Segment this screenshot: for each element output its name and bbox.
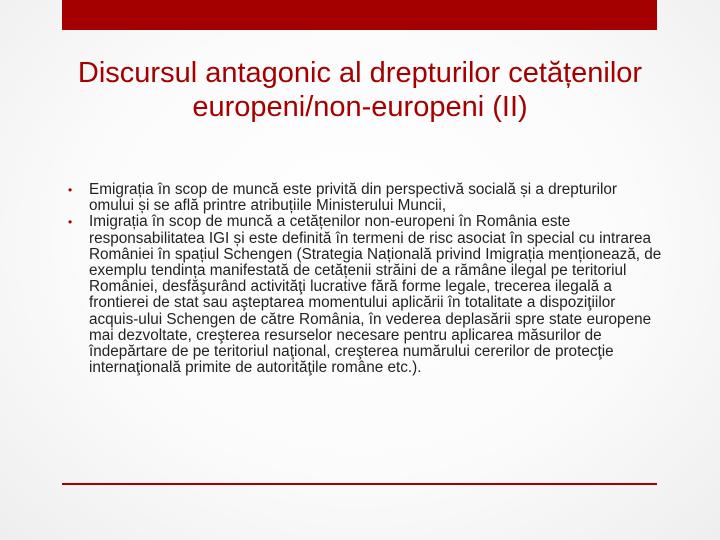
bullet-text: Emigrația în scop de muncă este privită din perspectivă socială și a drepturilor omului și se află printre atribuțiile Ministerului Muncii,	[89, 181, 617, 215]
bullet-text: Imigrația în scop de muncă a cetățenilor non-europeni în România este responsabilitatea IGI și este definită în termeni de risc asociat în special cu intrarea României în spațiul Schengen (Strategia Națională privind Imigrația menționează, de exemplu tendința manifestată de cetățenii străini de a rămâne ilegal pe teritoriul României, desfăşurând activităţi lucrative fără forme legale, trecerea ilegală a frontierei de stat sau aşteptarea momentului aplicării în totalitate a dispoziţiilor acquis-ului Schengen de către România, în vederea deplasării spre state europene mai dezvoltate, creşterea resurselor necesare pentru aplicarea măsurilor de îndepărtare de pe teritoriul naţional, creşterea numărului cererilor de protecţie internaţională primite de autorităţile române etc.).	[89, 213, 662, 377]
bullet-item	[62, 214, 662, 376]
slide-title: Discursul antagonic al drepturilor cetățenilor europeni/non-europeni (II)	[77, 57, 643, 123]
bottom-divider	[62, 483, 657, 485]
bullet-icon: •	[68, 215, 73, 230]
bullet-list	[62, 182, 662, 376]
bullet-item	[62, 182, 662, 214]
bullet-icon: •	[68, 183, 73, 197]
top-accent-bar	[62, 0, 657, 30]
